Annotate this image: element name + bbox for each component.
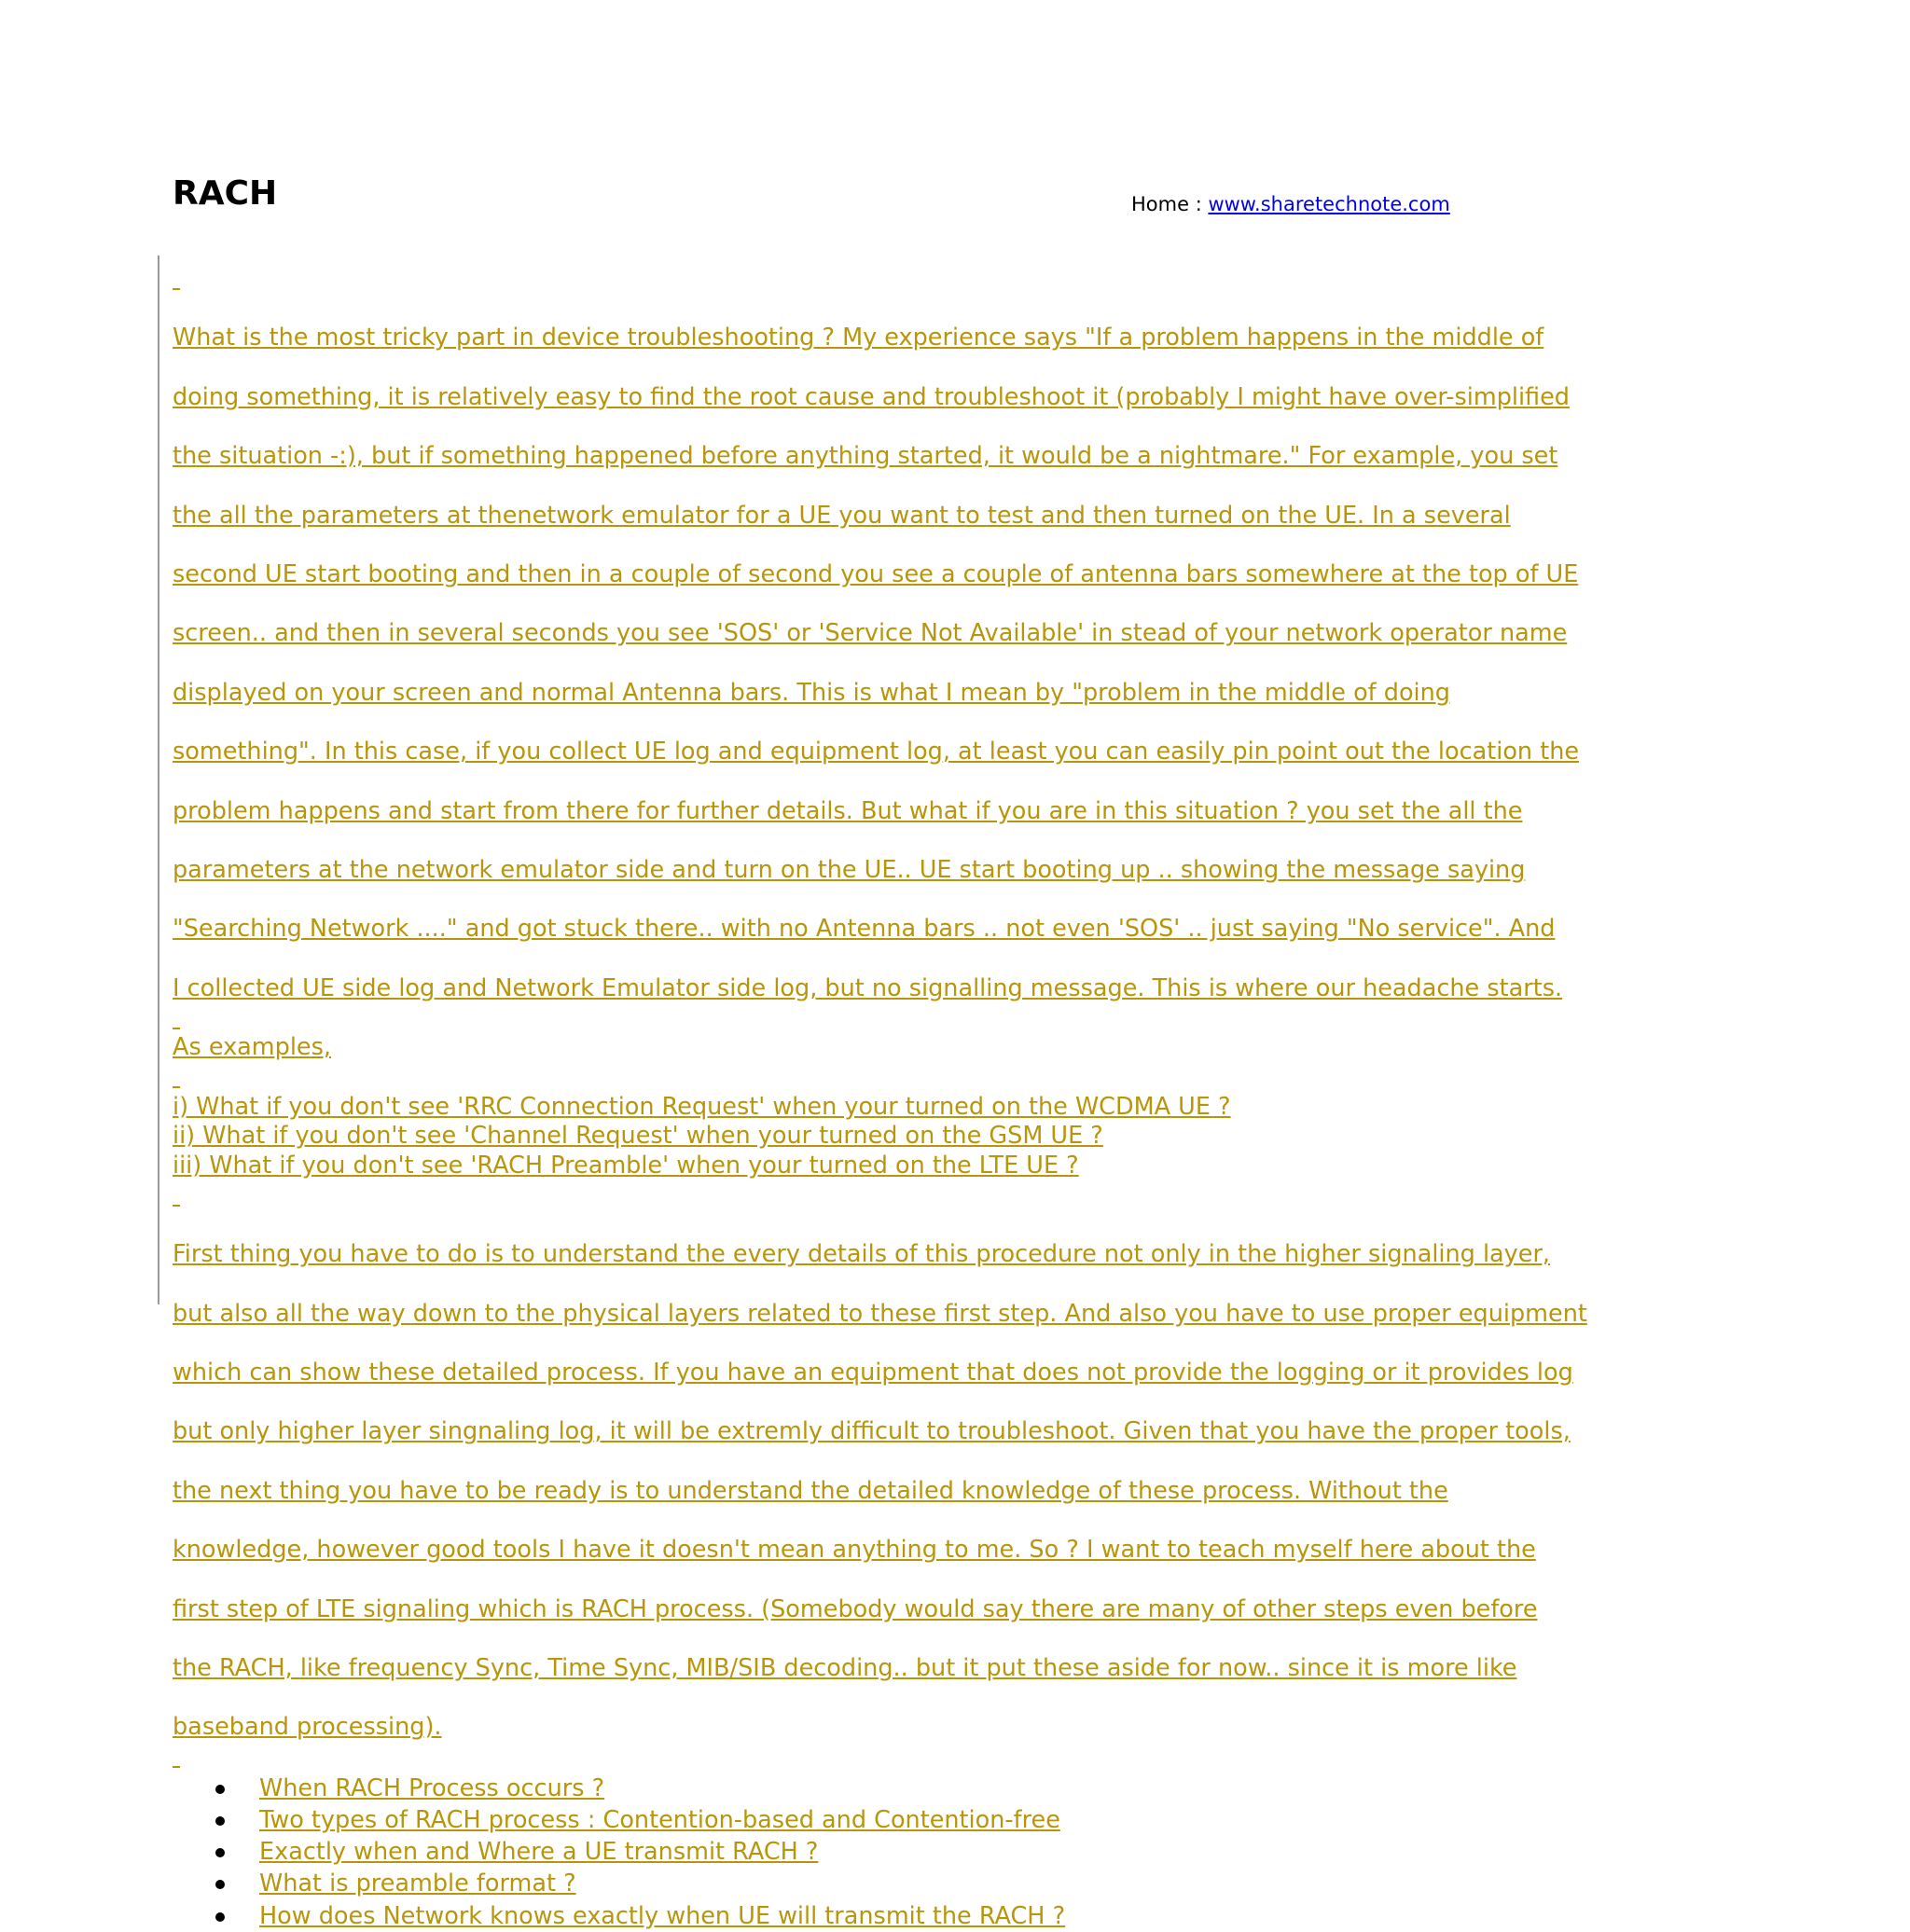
- toc-link[interactable]: What is preamble format ?: [259, 1870, 576, 1898]
- toc-link[interactable]: When RACH Process occurs ?: [259, 1773, 605, 1802]
- approach-line: the next thing you have to be ready is to understand the detailed knowledge of these process. Without the: [173, 1476, 1448, 1505]
- toc-link[interactable]: How does Network knows exactly when UE will transmit the RACH ?: [259, 1901, 1066, 1930]
- toc-item: [173, 1836, 1646, 1868]
- left-border-rule: [158, 255, 159, 1304]
- intro-line: parameters at the network emulator side and turn on the UE.. UE start booting up .. showing the message saying: [173, 856, 1526, 885]
- approach-line: the RACH, like frequency Sync, Time Sync, MIB/SIB decoding.. but it put these aside for now.. since it is more like: [173, 1653, 1517, 1682]
- blank-line: [173, 1063, 1646, 1093]
- blank-line: [173, 1004, 1646, 1034]
- toc-item: [173, 1900, 1646, 1932]
- toc-item: [173, 1773, 1646, 1804]
- approach-line: but only higher layer singnaling log, it will be extremly difficult to troubleshoot. Given that you have the proper tools,: [173, 1417, 1571, 1446]
- example-question[interactable]: ii) What if you don't see 'Channel Request' when your turned on the GSM UE ?: [173, 1122, 1103, 1151]
- table-of-contents: [173, 1773, 1646, 1932]
- intro-line: doing something, it is relatively easy to find the root cause and troubleshoot it (probably I might have over-simplified: [173, 382, 1570, 411]
- intro-line: displayed on your screen and normal Antenna bars. This is what I mean by "problem in the middle of doing: [173, 678, 1450, 707]
- intro-line: the situation -:), but if something happened before anything started, it would be a nightmare." For example, you set: [173, 442, 1558, 471]
- approach-line: baseband processing).: [173, 1713, 442, 1742]
- bullet-icon: [215, 1816, 225, 1826]
- blank-line: [173, 265, 1646, 295]
- article-body: [173, 265, 1646, 1932]
- blank-line: [173, 1181, 1646, 1211]
- toc-link[interactable]: Exactly when and Where a UE transmit RACH ?: [259, 1838, 819, 1867]
- intro-line: the all the parameters at thenetwork emulator for a UE you want to test and then turned on the UE. In a several: [173, 501, 1511, 530]
- intro-line: "Searching Network ...." and got stuck there.. with no Antenna bars .. not even 'SOS' .. just saying "No service". And: [173, 915, 1556, 944]
- intro-paragraph[interactable]: [173, 324, 1579, 1001]
- intro-line: What is the most tricky part in device troubleshooting ? My experience says "If a problem happens in the middle of: [173, 324, 1544, 352]
- blank-line: [173, 1743, 1646, 1773]
- bullet-icon: [215, 1880, 225, 1889]
- example-question[interactable]: i) What if you don't see 'RRC Connection Request' when your turned on the WCDMA UE ?: [173, 1092, 1231, 1121]
- home-label: Home :: [1131, 193, 1209, 215]
- approach-line: but also all the way down to the physical layers related to these first step. And also you have to use proper equipment: [173, 1299, 1587, 1328]
- intro-line: something". In this case, if you collect UE log and equipment log, at least you can easily pin point out the location the: [173, 738, 1580, 766]
- intro-line: screen.. and then in several seconds you see 'SOS' or 'Service Not Available' in stead of your network operator name: [173, 619, 1568, 648]
- bullet-icon: [215, 1848, 225, 1857]
- toc-link[interactable]: Two types of RACH process : Contention-based and Contention-free: [259, 1805, 1060, 1834]
- home-line: [1131, 192, 1450, 216]
- intro-line: I collected UE side log and Network Emulator side log, but no signalling message. This is where our headache starts.: [173, 973, 1563, 1002]
- bullet-icon: [215, 1785, 225, 1794]
- example-question[interactable]: iii) What if you don't see 'RACH Preamble' when your turned on the LTE UE ?: [173, 1152, 1079, 1180]
- approach-line: First thing you have to do is to understand the every details of this procedure not only in the higher signaling layer,: [173, 1240, 1551, 1269]
- home-link[interactable]: www.sharetechnote.com: [1208, 193, 1450, 215]
- toc-item: [173, 1804, 1646, 1836]
- intro-line: second UE start booting and then in a couple of second you see a couple of antenna bars somewhere at the top of UE: [173, 560, 1579, 589]
- toc-item: [173, 1868, 1646, 1899]
- approach-line: which can show these detailed process. If you have an equipment that does not provide the logging or it provides log: [173, 1358, 1573, 1387]
- approach-paragraph[interactable]: [173, 1240, 1587, 1741]
- page-title: RACH: [173, 174, 278, 213]
- approach-line: first step of LTE signaling which is RACH process. (Somebody would say there are many of other steps even before: [173, 1594, 1538, 1623]
- bullet-icon: [215, 1912, 225, 1922]
- examples-heading[interactable]: As examples,: [173, 1033, 331, 1062]
- approach-line: knowledge, however good tools I have it doesn't mean anything to me. So ? I want to teach myself here about the: [173, 1536, 1536, 1565]
- intro-line: problem happens and start from there for further details. But what if you are in this situation ? you set the all the: [173, 796, 1523, 825]
